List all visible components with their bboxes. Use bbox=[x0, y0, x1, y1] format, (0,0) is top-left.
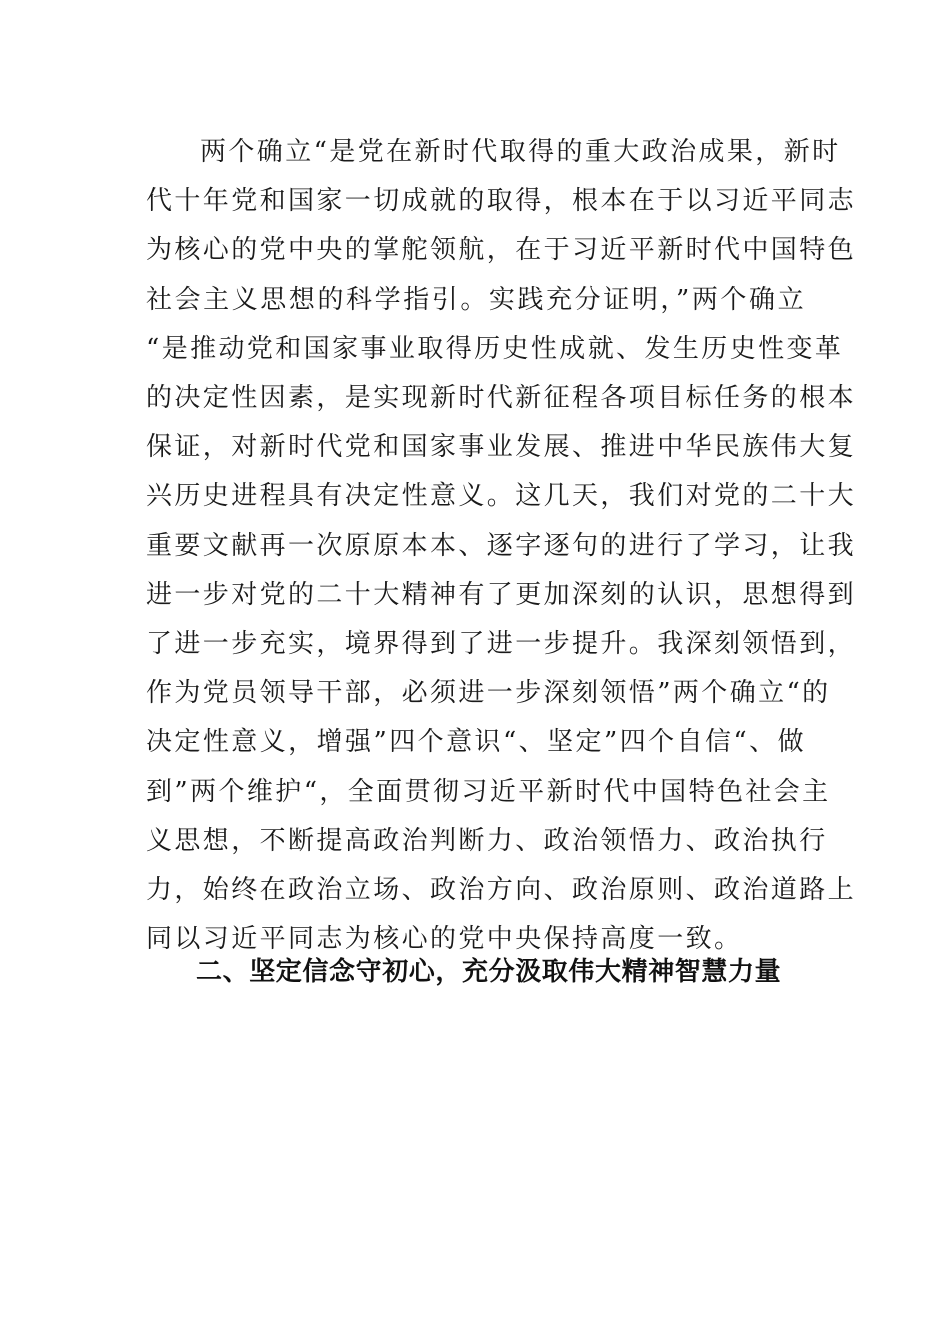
paragraph-line: 代十年党和国家一切成就的取得，根本在于以习近平同志 bbox=[146, 186, 857, 217]
paragraph-line: 力，始终在政治立场、政治方向、政治原则、政治道路上 bbox=[146, 875, 857, 906]
paragraph-line: 兴历史进程具有决定性意义。这几天，我们对党的二十大 bbox=[146, 481, 857, 512]
paragraph-line: 作为党员领导干部，必须进一步深刻领悟”两个确立“的 bbox=[146, 678, 831, 709]
paragraph-line: 重要文献再一次原原本本、逐字逐句的进行了学习，让我 bbox=[146, 530, 857, 561]
paragraph-line: 到”两个维护“，全面贯彻习近平新时代中国特色社会主 bbox=[146, 776, 831, 807]
paragraph-line: 的决定性因素，是实现新时代新征程各项目标任务的根本 bbox=[146, 383, 857, 414]
body-paragraph bbox=[146, 128, 857, 964]
paragraph-line: “是推动党和国家事业取得历史性成就、发生历史性变革 bbox=[146, 333, 844, 364]
paragraph-line: 了进一步充实，境界得到了进一步提升。我深刻领悟到， bbox=[146, 629, 857, 660]
paragraph-line: 为核心的党中央的掌舵领航，在于习近平新时代中国特色 bbox=[146, 235, 857, 266]
paragraph-line: 社会主义思想的科学指引。实践充分证明，”两个确立 bbox=[146, 284, 806, 315]
paragraph-line: 义思想，不断提高政治判断力、政治领悟力、政治执行 bbox=[146, 825, 828, 856]
paragraph-line: 同以习近平同志为核心的党中央保持高度一致。 bbox=[146, 924, 743, 955]
paragraph-line: 两个确立“是党在新时代取得的重大政治成果，新时 bbox=[200, 137, 841, 167]
paragraph-line: 保证，对新时代党和国家事业发展、推进中华民族伟大复 bbox=[146, 432, 857, 463]
section-heading: 二、坚定信念守初心，充分汲取伟大精神智慧力量 bbox=[196, 957, 782, 987]
paragraph-line: 决定性意义，增强”四个意识“、坚定”四个自信“、做 bbox=[146, 727, 806, 758]
paragraph-line: 进一步对党的二十大精神有了更加深刻的认识，思想得到 bbox=[146, 579, 857, 610]
